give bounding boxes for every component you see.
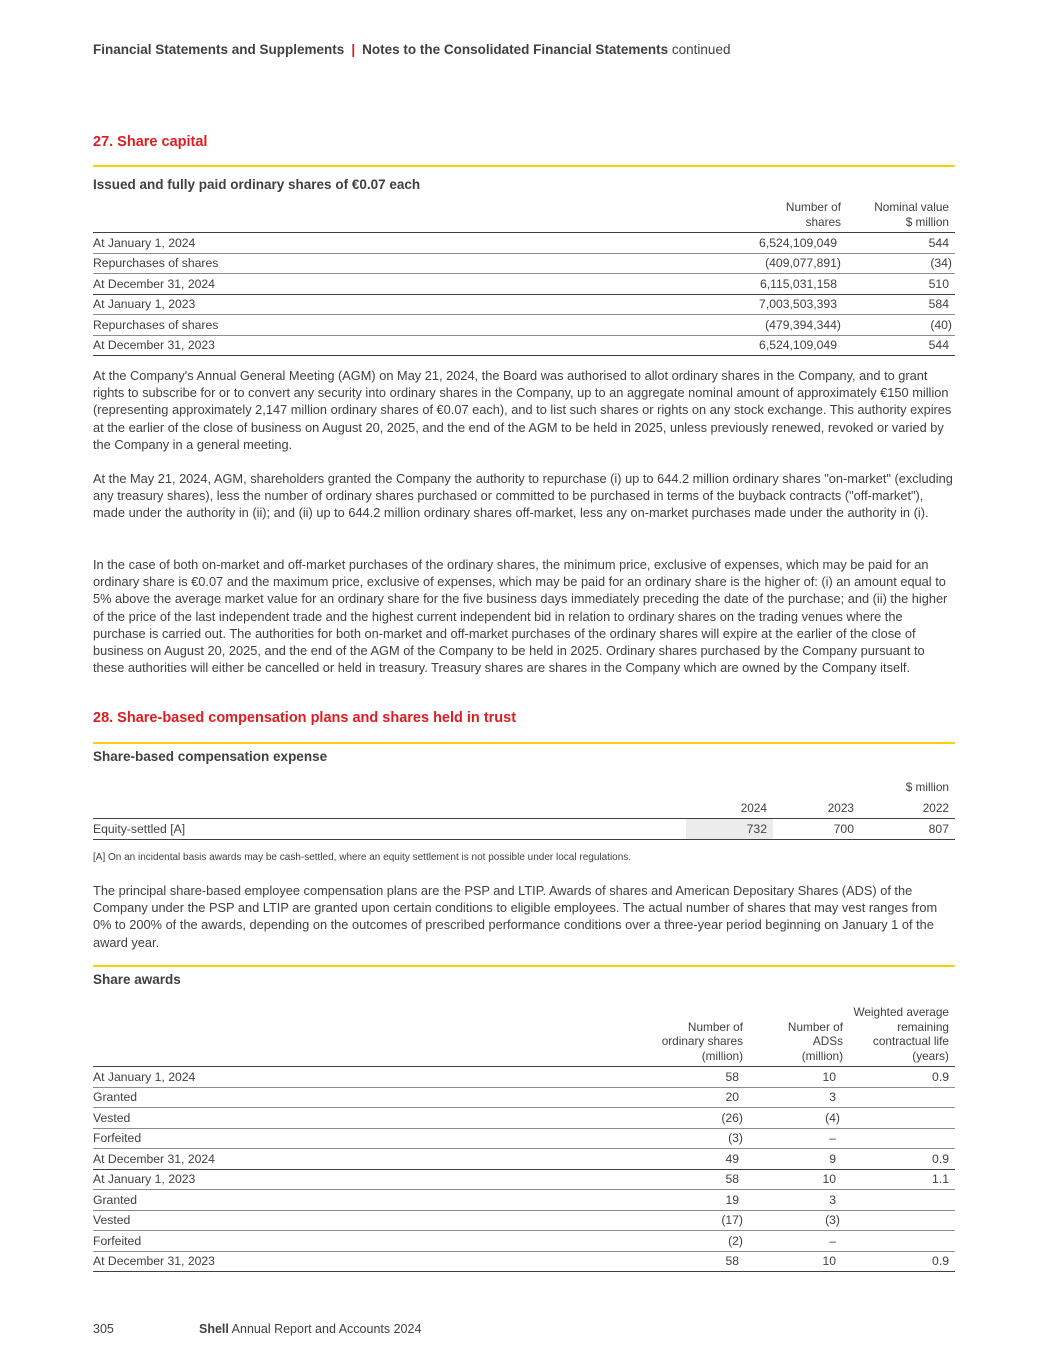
column-header: Weighted average remaining contractual life (years) — [853, 1005, 949, 1063]
header-suffix: continued — [671, 42, 731, 57]
column-header: Number of ordinary shares (million) — [661, 1019, 743, 1063]
note-27-heading: 27. Share capital — [93, 134, 208, 150]
note-28-heading: 28. Share-based compensation plans and shares held in trust — [93, 710, 517, 726]
column-header: Number of ADSs (million) — [787, 1019, 843, 1063]
body-paragraph: The principal share-based employee compensation plans are the PSP and LTIP. Awards of shares and American Depositary Shares (ADS) of the Company under the PSP and LTIP are granted upon certain conditions to eligible employees. The actual number of shares that may vest ranges from 0% to 200% of the awards, depending on the outcomes of prescribed performance conditions over a three-year period beginning on January 1 of the award year. — [93, 883, 938, 950]
body-paragraph: At the May 21, 2024, AGM, shareholders granted the Company the authority to repurchase (i) up to 644.2 million ordinary shares "on-market" (excluding any treasury shares), less the number of ordinary shares purchased or committed to be purchased in terms of the buyback contracts ("off-market"), made under the authority in (ii); and (ii) up to 644.2 million ordinary shares off-market, less any on-market purchases made under the authority in (i). — [93, 471, 953, 521]
table-row: At December 31, 2023 58 10 0.9 — [93, 1251, 955, 1272]
page-footer — [93, 1322, 421, 1336]
table-row: At December 31, 2024 6,115,031,158 510 — [93, 274, 955, 295]
divider — [93, 965, 955, 967]
table-row: At January 1, 2024 6,524,109,049 544 — [93, 233, 955, 254]
table-row: Forfeited (2) – — [93, 1231, 955, 1252]
table-row: Granted 19 3 — [93, 1190, 955, 1211]
column-header: Nominal value $ million — [874, 200, 949, 229]
share-capital-subheading: Issued and fully paid ordinary shares of €0.07 each — [93, 177, 421, 192]
table-row: Forfeited (3) – — [93, 1128, 955, 1149]
body-paragraph: At the Company's Annual General Meeting (AGM) on May 21, 2024, the Board was authorised to allot ordinary shares in the Company, and to grant rights to subscribe for or to convert any security into ordinary shares in the Company, up to an aggregate nominal amount of approximately €150 million (representing approximately 2,147 million ordinary shares of €0.07 each), and to list such shares or rights on any stock exchange. This authority expires at the earlier of the close of business on August 20, 2025, and the end of the AGM to be held in 2025, unless previously renewed, revoked or varied by the Company in a general meeting. — [93, 368, 952, 452]
share-awards-table — [93, 1005, 955, 1272]
table-row: Vested (26) (4) — [93, 1108, 955, 1129]
table-row: Repurchases of shares (479,394,344) (40) — [93, 315, 955, 336]
divider — [93, 165, 955, 167]
table-row: At December 31, 2024 49 9 0.9 — [93, 1149, 955, 1170]
divider — [93, 742, 955, 744]
share-awards-subheading: Share awards — [93, 972, 181, 987]
footnote: [A] On an incidental basis awards may be cash-settled, where an equity settlement is not possible under local regulations. — [93, 852, 632, 863]
body-paragraph: In the case of both on-market and off-market purchases of the ordinary shares, the minimum price, exclusive of expenses, which may be paid for an ordinary share is €0.07 and the maximum price, exclusive of expenses, which may be paid for an ordinary share is the higher of: (i) an amount equal to 5% above the average market value for an ordinary share for the five business days immediately preceding the date of the purchase; and (ii) the higher of the price of the last independent trade and the highest current independent bid in relation to ordinary shares on the trading venues where the purchase is carried out. The authorities for both on-market and off-market purchases of the ordinary shares will expire at the earlier of the close of business on August 20, 2025, and the end of the AGM of the Company to be held in 2025. Ordinary shares purchased by the Company pursuant to these authorities will either be cancelled or held in treasury. Treasury shares are shares in the Company which are owned by the Company itself. — [93, 557, 948, 676]
year-header: 2023 — [827, 800, 854, 815]
table-row: At January 1, 2023 58 10 1.1 — [93, 1169, 955, 1190]
table-row: At January 1, 2023 7,003,503,393 584 — [93, 294, 955, 315]
table-row: Repurchases of shares (409,077,891) (34) — [93, 253, 955, 274]
table-row: Granted 20 3 — [93, 1087, 955, 1108]
header-separator: | — [351, 42, 356, 57]
header-section: Financial Statements and Supplements — [93, 42, 345, 57]
running-header — [93, 42, 730, 57]
unit-label: $ million — [905, 780, 949, 794]
page-number: 305 — [93, 1322, 114, 1336]
share-capital-table — [93, 200, 955, 356]
table-row: At December 31, 2023 6,524,109,049 544 — [93, 335, 955, 356]
table-row: Equity-settled [A] 732 700 807 — [93, 819, 955, 840]
year-header: 2024 — [740, 800, 767, 815]
table-row: Vested (17) (3) — [93, 1210, 955, 1231]
year-header: 2022 — [922, 800, 949, 815]
header-title: Notes to the Consolidated Financial Statements — [362, 42, 669, 57]
compensation-expense-table — [93, 780, 955, 840]
brand-name: Shell — [199, 1322, 229, 1336]
table-row: At January 1, 2024 58 10 0.9 — [93, 1067, 955, 1088]
expense-subheading: Share-based compensation expense — [93, 749, 328, 764]
report-title: Annual Report and Accounts 2024 — [231, 1322, 422, 1336]
column-header: Number of shares — [785, 200, 841, 229]
